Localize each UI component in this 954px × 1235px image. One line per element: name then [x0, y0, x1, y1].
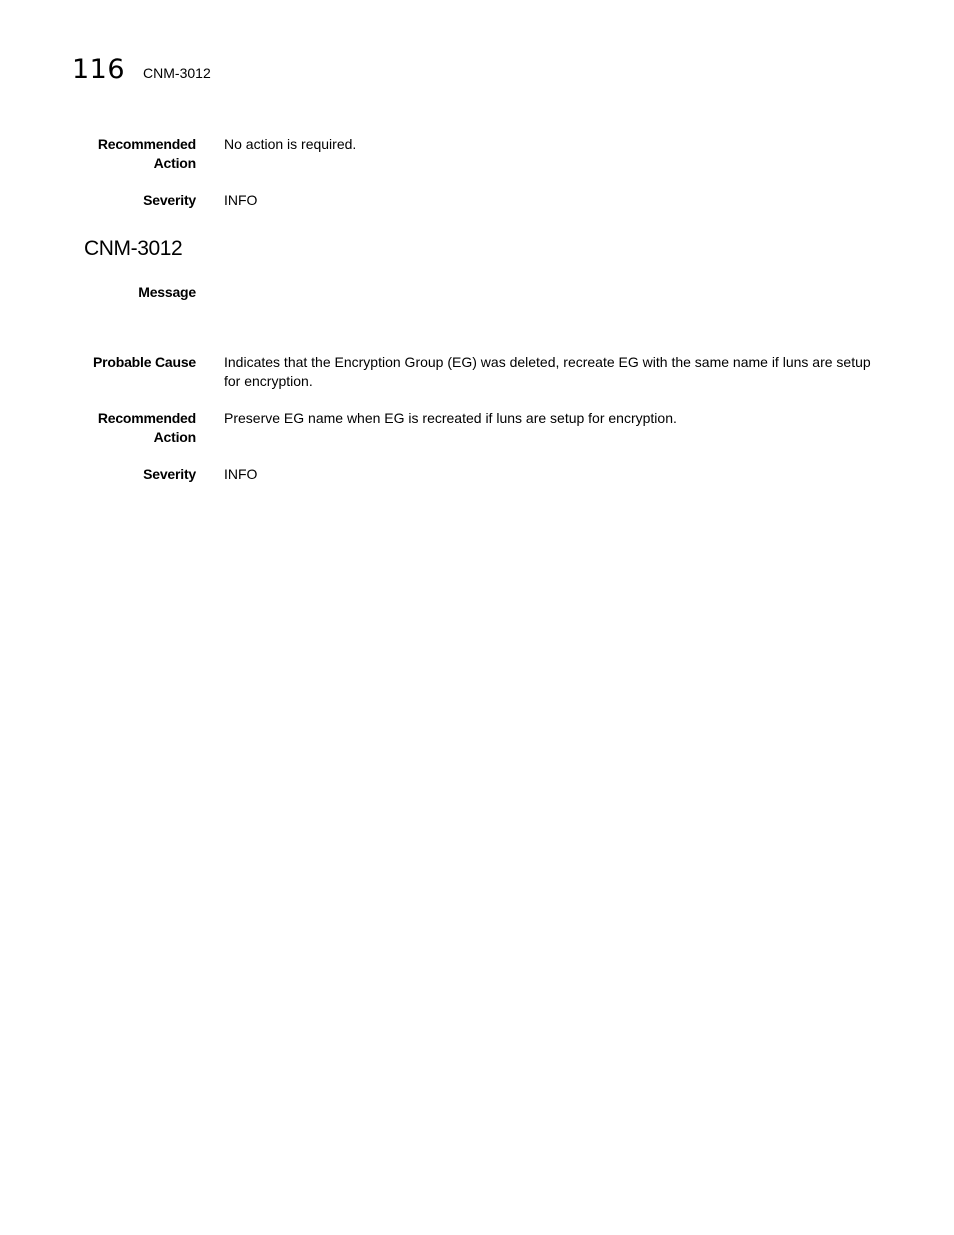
recommended-action-label	[0, 135, 196, 173]
probable-cause-label: Probable Cause	[92, 354, 196, 370]
recommended-action-label-line2: Action	[153, 429, 196, 445]
severity-value: INFO	[224, 192, 258, 208]
entry-title: CNM-3012	[84, 237, 183, 260]
severity-value: INFO	[224, 466, 258, 482]
recommended-action-label-line2: Action	[153, 155, 196, 171]
message-label: Message	[138, 284, 196, 300]
severity-label: Severity	[143, 466, 196, 482]
running-title: CNM-3012	[143, 65, 211, 81]
recommended-action-label	[0, 409, 196, 447]
recommended-action-value: No action is required.	[224, 136, 357, 152]
severity-label: Severity	[143, 192, 196, 208]
recommended-action-value: Preserve EG name when EG is recreated if luns are setup for encryption.	[224, 410, 677, 426]
recommended-action-label-line1: Recommended	[97, 410, 196, 426]
page-header	[72, 52, 211, 92]
recommended-action-label-line1: Recommended	[97, 136, 196, 152]
page-number: 116	[72, 54, 126, 85]
probable-cause-value: Indicates that the Encryption Group (EG) was deleted, recreate EG with the same name if luns are setup for encryption.	[224, 354, 871, 389]
